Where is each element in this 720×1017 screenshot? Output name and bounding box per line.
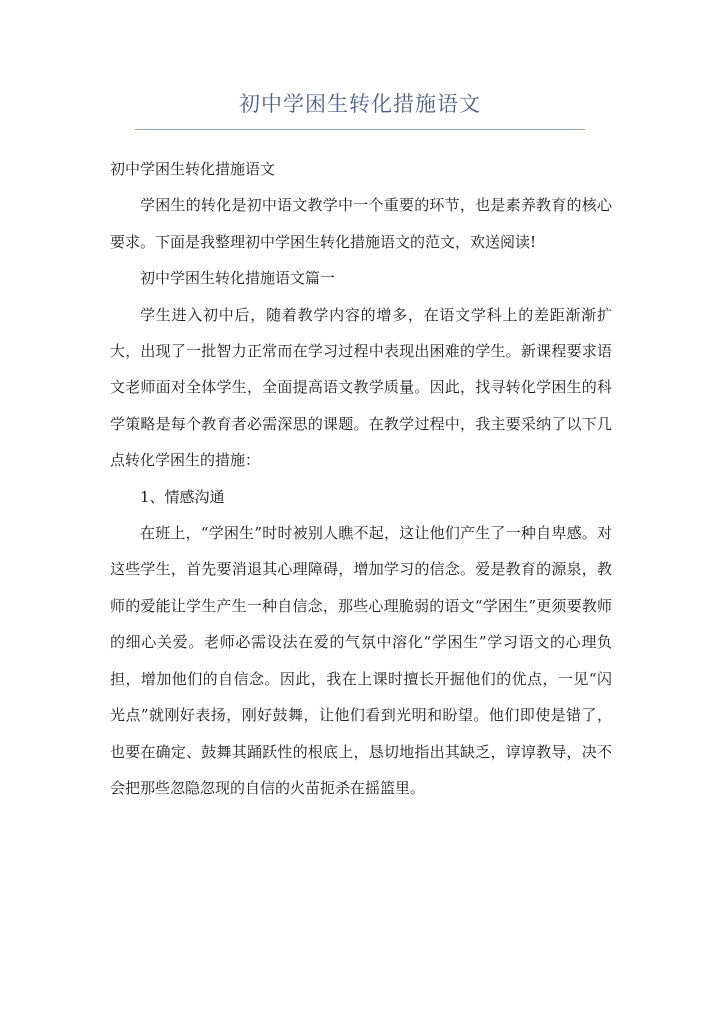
subsection-heading: 1、情感沟通	[140, 487, 225, 506]
section-heading: 初中学困生转化措施语文篇一	[140, 269, 336, 288]
body-paragraph: 学生进入初中后，随着教学内容的增多，在语文学科上的差距渐渐扩大，出现了一批智力正常而在学习过程中表现出困难的学生。新课程要求语文老师面对全体学生，全面提高语文教学质量。因此，找寻转化学困生的科学策略是每个教育者必需深思的课题。在教学过程中，我主要采纳了以下几点转化学困生的措施：	[110, 305, 612, 470]
document-heading: 初中学困生转化措施语文	[110, 160, 276, 178]
body-paragraph: 在班上，“学困生”时时被别人瞧不起，这让他们产生了一种自卑感。对这些学生，首先要消退其心理障碍，增加学习的信念。爱是教育的源泉，教师的爱能让学生产生一种自信念，那些心理脆弱的语文“学困生”更须要教师的细心关爱。老师必需设法在爱的气氛中溶化“学困生”学习语文的心理负担，增加他们的自信念。因此，我在上课时擅长开掘他们的优点，一见“闪光点”就刚好表扬，刚好鼓舞，让他们看到光明和盼望。他们即使是错了，也要在确定、鼓舞其踊跃性的根底上，恳切地指出其缺乏，谆谆教导，决不会把那些忽隐忽现的自信的火苗扼杀在摇篮里。	[110, 524, 612, 797]
document-body	[110, 151, 612, 806]
intro-paragraph: 学困生的转化是初中语文教学中一个重要的环节，也是素养教育的核心要求。下面是我整理初中学困生转化措施语文的范文，欢送阅读!	[110, 196, 612, 251]
title-divider	[135, 129, 585, 130]
page-title: 初中学困生转化措施语文	[239, 92, 481, 116]
